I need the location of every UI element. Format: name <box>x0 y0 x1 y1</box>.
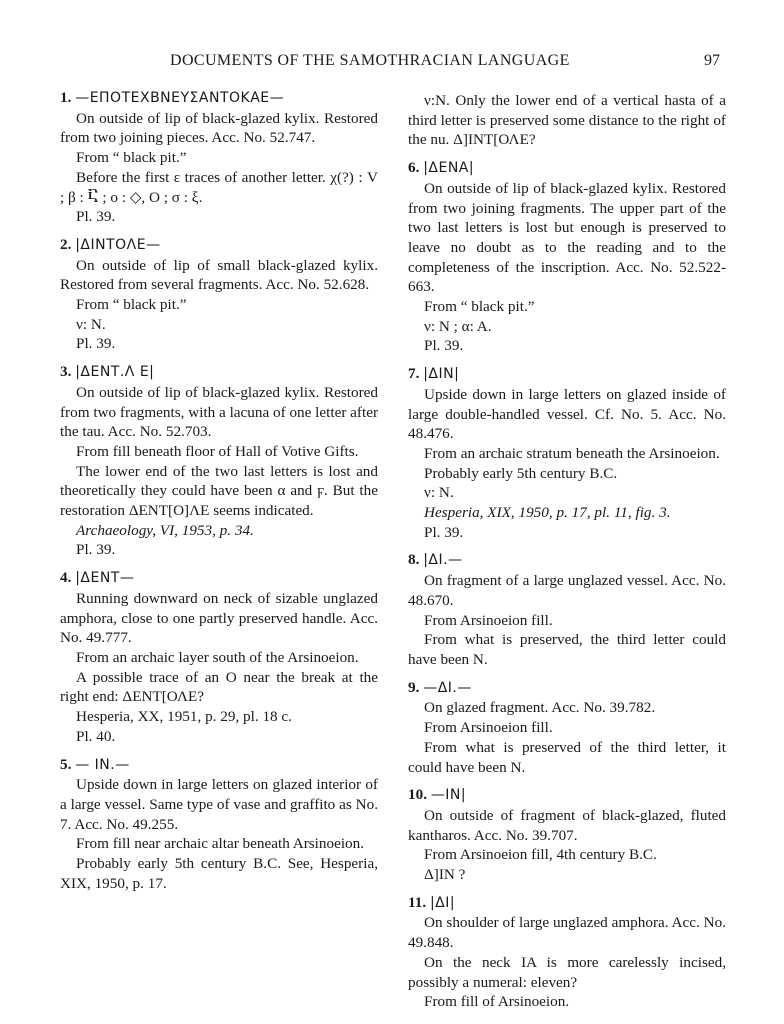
findspot: From Arsinoeion fill, 4th century B.C. <box>424 846 657 864</box>
entry-9 <box>408 678 726 778</box>
description: On outside of fragment of black-glazed, fluted kantharos. Acc. No. 39.707. <box>408 806 726 844</box>
right-column <box>408 91 726 1020</box>
bibliography: Hesperia, XX, 1951, p. 29, pl. 18 c. <box>76 708 292 726</box>
inscription: |ΔΙΝ| <box>423 366 460 383</box>
plate-ref: Pl. 39. <box>76 208 116 226</box>
inscription: —ΔΙ.— <box>423 679 472 696</box>
note: From what is preserved of the third letter, it could have been Ν. <box>408 738 726 776</box>
note: ν: Ν ; α: Α. <box>424 317 492 335</box>
note: Probably early 5th century B.C. See, Hesperia, XIX, 1950, p. 17. <box>60 855 378 892</box>
note: Before the first ε traces of another letter. χ(?) : V ; β : Ⴀ ; ο : ◇, O ; σ : ξ. <box>60 168 378 206</box>
inscription: |ΔΕΝΤ.Λ Ε| <box>75 364 155 381</box>
findspot: From fill near archaic altar beneath Arsinoeion. <box>76 835 365 853</box>
inscription: |ΔΕΝΑ| <box>423 160 475 177</box>
entry-number: 9. <box>408 678 420 696</box>
findspot: From an archaic stratum beneath the Arsinoeion. <box>424 444 720 462</box>
bibliography: Archaeology, VI, 1953, p. 34. <box>76 521 254 539</box>
plate-ref: Pl. 40. <box>76 727 116 745</box>
entry-number: 6. <box>408 159 420 177</box>
entry-number: 1. <box>60 89 72 106</box>
entry-10 <box>408 785 726 885</box>
plate-ref: Pl. 39. <box>76 335 116 353</box>
note: From what is preserved, the third letter could have been Ν. <box>408 631 726 668</box>
inscription: |ΔΙΝΤΟΛΕ— <box>75 236 161 253</box>
findspot: From fill of Arsinoeion. <box>424 993 570 1011</box>
inscription: — ΙΝ.— <box>75 756 130 773</box>
description: Upside down in large letters on glazed inside of large double-handled vessel. Cf. No. 5. Acc. No. 48.476. <box>408 385 726 443</box>
entry-5-continued <box>408 91 726 150</box>
plate-ref: Pl. 39. <box>424 523 464 541</box>
entry-number: 11. <box>408 893 427 911</box>
entry-7 <box>408 364 726 542</box>
entry-number: 3. <box>60 363 72 381</box>
entry-number: 10. <box>408 786 427 804</box>
description: On shoulder of large unglazed amphora. Acc. No. 49.848. <box>408 914 726 952</box>
findspot: From “ black pit.” <box>76 296 187 314</box>
entry-3 <box>60 362 378 560</box>
entry-number: 7. <box>408 365 420 383</box>
description: Running downward on neck of sizable unglazed amphora, close to one partly preserved handle. Acc. No. 49.777. <box>60 589 378 647</box>
note: Δ]ΙΝ ? <box>424 866 466 884</box>
entry-number: 5. <box>60 755 72 773</box>
page-number: 97 <box>704 52 720 69</box>
entry-4 <box>60 568 378 746</box>
description: On glazed fragment. Acc. No. 39.782. <box>424 699 656 717</box>
findspot: From Arsinoeion fill. <box>424 719 553 737</box>
note: The lower end of the two last letters is lost and theoretically they could have been α and ϝ. But the restoration ΔΕΝΤ[Ο]ΛΕ seems indicated. <box>60 462 378 520</box>
inscription: —ΕΠΟΤΕΧΒΝΕΥΣΑΝΤΟΚΑΕ— <box>75 90 285 106</box>
inscription: |ΔΕΝΤ— <box>75 570 135 587</box>
note: ν: Ν. <box>424 484 454 502</box>
description: On outside of lip of black-glazed kylix. Restored from two fragments, with a lacuna of one letter after the tau. Acc. No. 52.703. <box>60 383 378 441</box>
description: Upside down in large letters on glazed interior of a large vessel. Same type of vase and graffito as No. 7. Acc. No. 49.255. <box>60 776 378 833</box>
entry-number: 8. <box>408 551 420 569</box>
description: On outside of lip of black-glazed kylix. Restored from two joining pieces. Acc. No. 52.747. <box>60 109 378 147</box>
note: A possible trace of an O near the break at the right end: ΔΕΝΤ[ΟΛΕ? <box>60 668 378 706</box>
entry-8 <box>408 550 726 669</box>
entry-5 <box>60 755 378 894</box>
description: On outside of lip of black-glazed kylix. Restored from two joining fragments. The upper part of the two last letters is lost but enough is preserved to leave no doubt as to the reading and to the completeness of the inscription. Acc. No. 52.522-663. <box>408 179 726 296</box>
running-title: DOCUMENTS OF THE SAMOTHRACIAN LANGUAGE <box>170 52 570 69</box>
inscription: |ΔΙ.— <box>423 552 463 569</box>
entry-number: 4. <box>60 569 72 587</box>
findspot: From an archaic layer south of the Arsinoeion. <box>76 648 359 666</box>
plate-ref: Pl. 39. <box>424 337 464 355</box>
inscription: —ΙΝ| <box>430 787 467 804</box>
description: On fragment of a large unglazed vessel. Acc. No. 48.670. <box>408 572 726 609</box>
description: On outside of lip of small black-glazed kylix. Restored from several fragments. Acc. No. 52.628. <box>60 256 378 294</box>
note: ν:Ν. Only the lower end of a vertical hasta of a third letter is preserved some distance to the right of the nu. Δ]ΙΝΤ[ΟΛΕ? <box>408 92 726 149</box>
entry-11 <box>408 893 726 1012</box>
note: On the neck ΙΑ is more carelessly incised, possibly a numeral: eleven? <box>408 953 726 991</box>
entry-1 <box>60 88 378 227</box>
findspot: From fill beneath floor of Hall of Votive Gifts. <box>76 442 359 460</box>
running-head <box>0 52 784 74</box>
findspot: From “ black pit.” <box>424 298 535 316</box>
entry-2 <box>60 235 378 354</box>
date: Probably early 5th century B.C. <box>424 464 618 482</box>
note: ν: Ν. <box>76 315 106 333</box>
inscription: |ΔΙ| <box>429 894 456 911</box>
left-column <box>60 88 378 901</box>
plate-ref: Pl. 39. <box>76 541 116 559</box>
bibliography: Hesperia, XIX, 1950, p. 17, pl. 11, fig. 3. <box>424 504 671 522</box>
findspot: From “ black pit.” <box>76 149 187 167</box>
entry-6 <box>408 158 726 356</box>
findspot: From Arsinoeion fill. <box>424 611 553 629</box>
entry-number: 2. <box>60 235 72 253</box>
